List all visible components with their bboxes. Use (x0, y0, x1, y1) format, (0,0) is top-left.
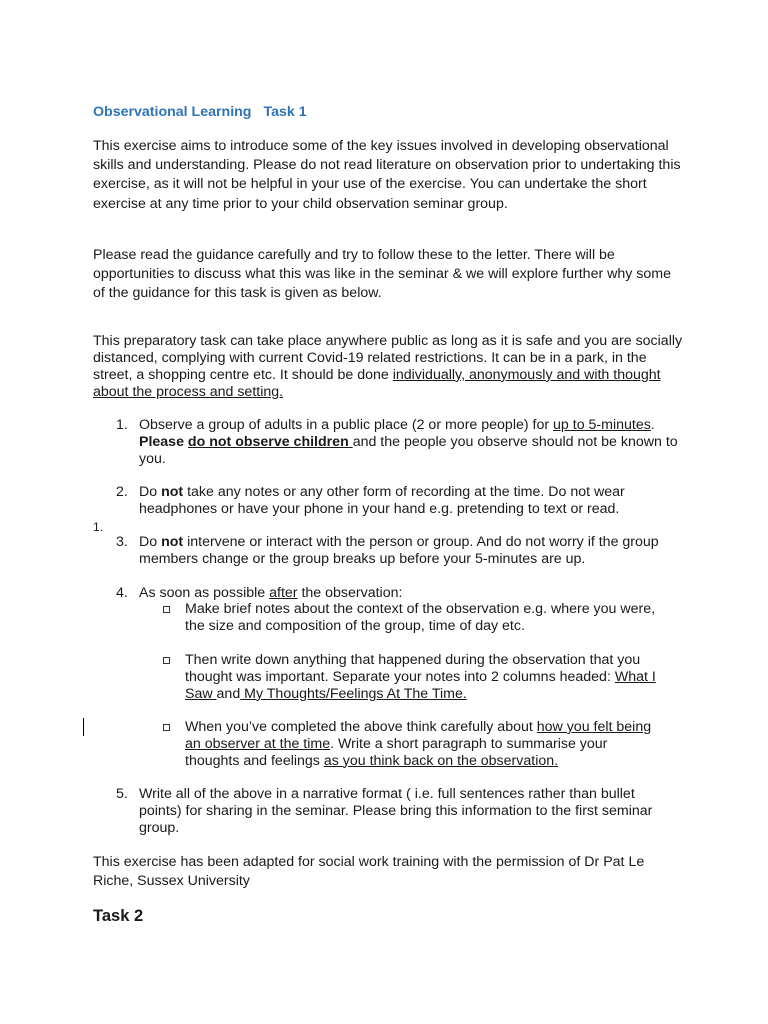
item-1-punct: . (650, 417, 655, 433)
list-item-4 (139, 585, 679, 602)
credit-paragraph: This exercise has been adapted for social work training with the permission of Dr Pat Le Riche, Sussex University (93, 854, 645, 889)
list-item-1 (139, 417, 679, 467)
item-4-text: As soon as possible (139, 585, 270, 601)
title-main: Observational Learning (93, 104, 252, 120)
prep-paragraph (93, 333, 683, 401)
item-4-after: after (269, 585, 298, 601)
item-5-number: 5. (116, 786, 128, 802)
list-item-3 (139, 534, 679, 568)
sub-item-3-mid: . Write a short paragraph to summarise your thoughts and feelings (185, 735, 608, 769)
sub-item-2 (185, 652, 665, 702)
sub-item-1 (185, 601, 665, 635)
item-2-text: Do (139, 484, 162, 500)
prep-underlined: individually, anonymously and with thought about the process and setting. (93, 366, 661, 400)
list-item-5 (139, 786, 679, 836)
item-5-text: Write all of the above in a narrative format ( i.e. full sentences rather than bullet points) for sharing in the seminar. Please bring this information to the first seminar group. (139, 786, 653, 836)
item-1-tail: and the people you observe should not be known to you. (139, 433, 678, 467)
stray-number-marker: 1. (93, 520, 104, 534)
title-task: Task 1 (263, 104, 307, 120)
prep-text: This preparatory task can take place anywhere public as long as it is safe and you are socially distanced, complying with current Covid-19 related restrictions. It can be in a park, in the street, a shopping centre etc. It should be done (93, 333, 683, 383)
item-2-number: 2. (116, 484, 128, 500)
item-3-number: 3. (116, 534, 128, 550)
sub-item-3-text: When you’ve completed the above think carefully about (185, 719, 537, 735)
sub-bullet-3-icon (163, 720, 171, 728)
page-title (93, 104, 307, 120)
sub-bullet-2-icon (163, 653, 171, 661)
item-2-not: not (161, 484, 184, 500)
item-1-please: Please (139, 433, 188, 450)
item-3-not: not (161, 534, 184, 550)
item-3-tail: intervene or interact with the person or group. And do not worry if the group members change or the group breaks up before your 5-minutes are up. (139, 534, 659, 567)
item-1-no-children: do not observe children (187, 433, 353, 450)
sub-item-3-felt: how you felt being an observer at the time (185, 719, 652, 752)
item-4-tail: the observation: (297, 585, 403, 601)
sub-item-1-text: Make brief notes about the context of the observation e.g. where you were, the size and composition of the group, time of day etc. (185, 601, 656, 634)
list-item-2 (139, 484, 679, 518)
sub-item-2-text: Then write down anything that happened during the observation that you thought was important. Separate your notes into 2 columns headed: (185, 652, 641, 685)
item-3-text: Do (139, 534, 162, 550)
sub-item-2-and: and (216, 685, 241, 702)
sub-item-3-tail: as you think back on the observation. (323, 752, 559, 769)
sub-bullet-1-icon (163, 602, 171, 610)
text-cursor (83, 718, 84, 736)
item-1-number: 1. (116, 417, 128, 433)
sub-item-2-col1: What I Saw (185, 668, 656, 702)
item-1-text: Observe a group of adults in a public place (2 or more people) for (139, 417, 554, 433)
task-2-heading: Task 2 (93, 907, 144, 925)
item-1-duration: up to 5-minutes (553, 417, 651, 433)
item-4-number: 4. (116, 585, 128, 601)
sub-item-3 (185, 719, 665, 769)
sub-item-2-col2: My Thoughts/Feelings At The Time. (240, 685, 467, 702)
intro-paragraph-1: This exercise aims to introduce some of the key issues involved in developing observational skills and understanding. Please do not read literature on observation prior to undertaking this exercise, as it will not be helpful in your use of the exercise. You can undertake the short exercise at any time prior to your child observation seminar group. (93, 138, 681, 212)
intro-paragraph-2: Please read the guidance carefully and try to follow these to the letter. There will be opportunities to discuss what this was like in the seminar & we will explore further why some of the guidance for this task is given as below. (93, 247, 671, 302)
item-2-tail: take any notes or any other form of recording at the time. Do not wear headphones or have your phone in your hand e.g. pretending to text or read. (139, 484, 625, 517)
